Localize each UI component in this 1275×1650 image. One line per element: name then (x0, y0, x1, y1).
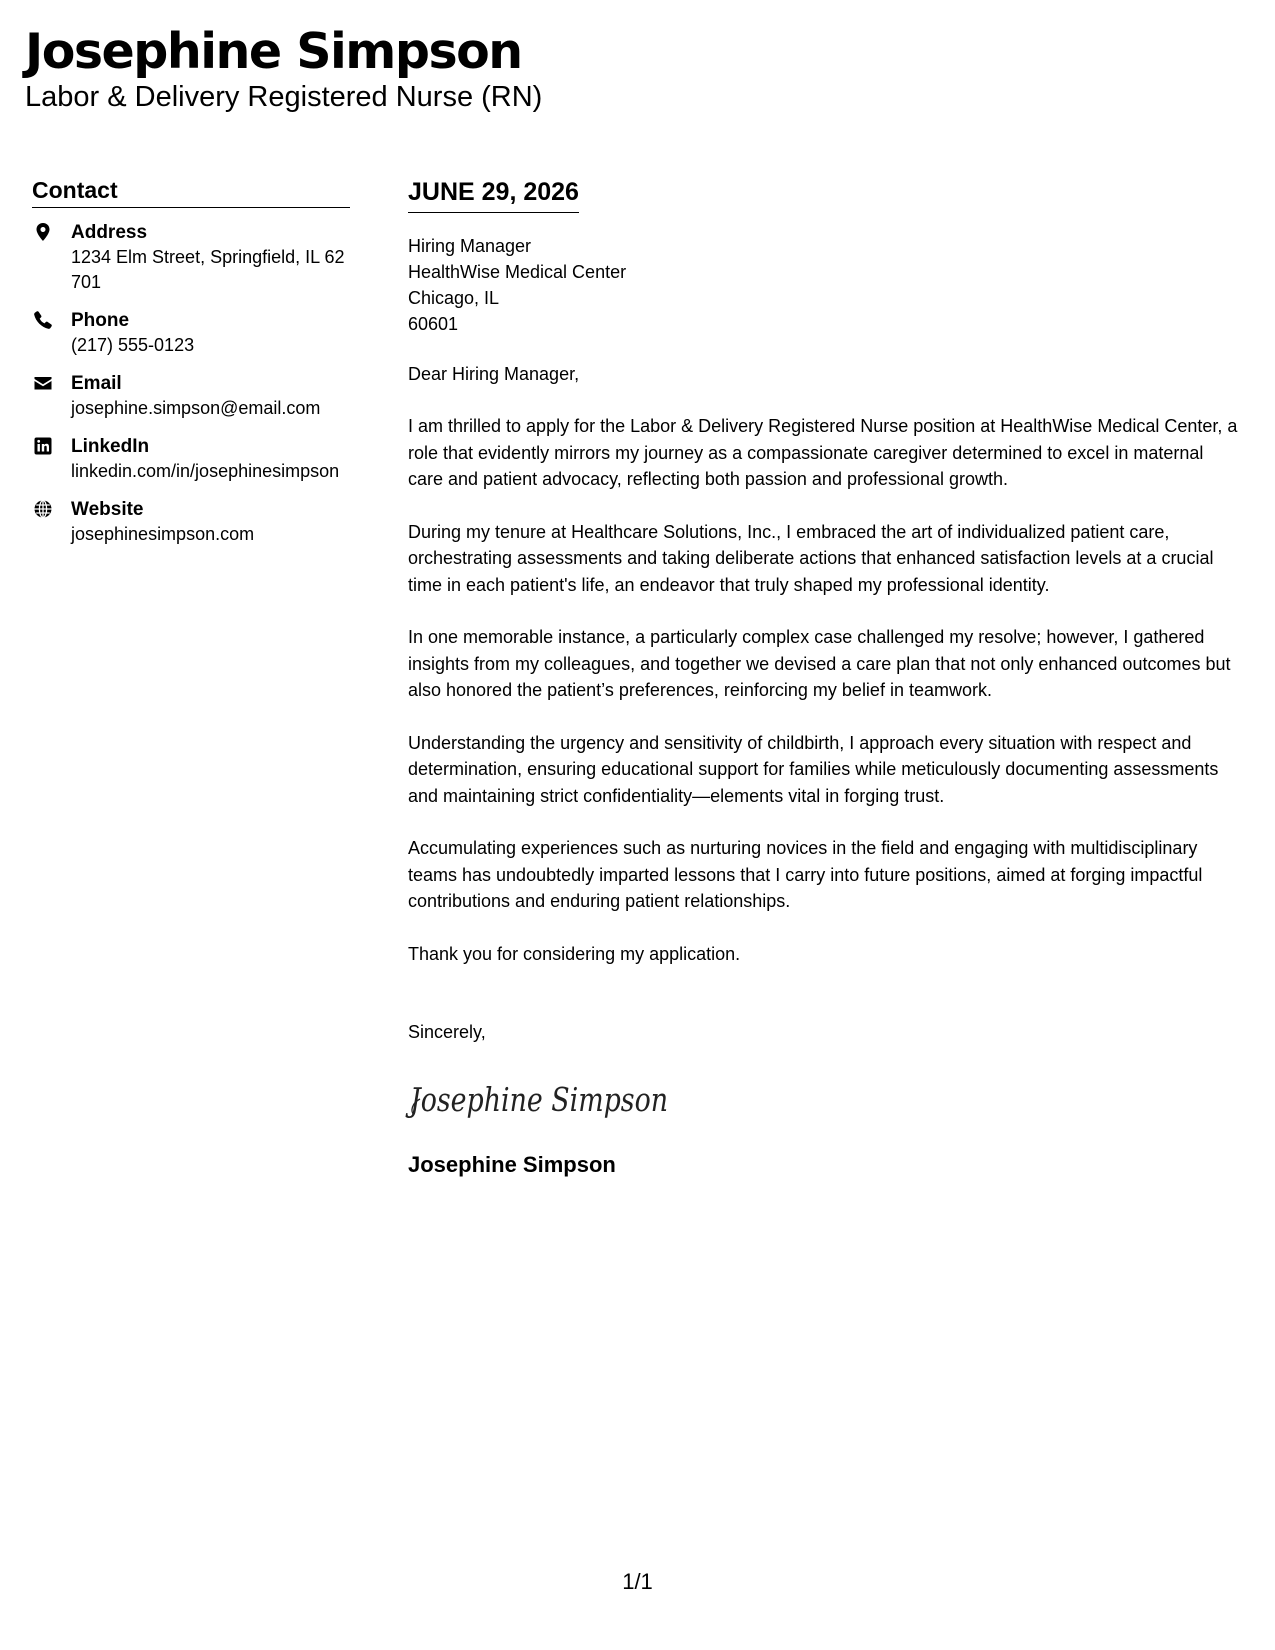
linkedin-icon (33, 436, 53, 456)
globe-icon (33, 499, 53, 519)
salutation: Dear Hiring Manager, (408, 364, 580, 384)
contact-label-website: Website (71, 499, 144, 520)
svg-text:Josephine Simpson: Josephine Simpson (405, 1080, 668, 1119)
location-pin-icon (33, 222, 53, 242)
contact-list (32, 220, 350, 547)
letter-paragraph: In one memorable instance, a particularly complex case challenged my resolve; however, I gathered insights from my colleagues, and together we devised a care plan that not only enhanced outcomes but also honored the patient’s preferences, reinforcing my belief in teamwork. (408, 627, 1231, 700)
envelope-icon (33, 373, 53, 393)
address-value: 1234 Elm Street, Springfield, IL 62701 (71, 247, 345, 292)
email-value: josephine.simpson@email.com (71, 398, 321, 418)
recipient-zip: 60601 (408, 314, 459, 334)
recipient-city: Chicago, IL (408, 288, 500, 308)
letter-paragraph: During my tenure at Healthcare Solutions, Inc., I embraced the art of individualized patient care, orchestrating assessments and taking deliberate actions that enhanced satisfaction levels at a crucial time in each patient's life, an endeavor that truly shaped my professional identity. (408, 521, 1214, 595)
phone-value: (217) 555-0123 (71, 335, 195, 355)
contact-email (32, 371, 350, 421)
contact-label-address: Address (71, 222, 148, 243)
website-value: josephinesimpson.com (71, 524, 255, 544)
phone-icon (33, 310, 53, 330)
handwritten-signature (405, 1073, 670, 1125)
contact-sidebar (32, 176, 350, 560)
letter-paragraph: Understanding the urgency and sensitivity of childbirth, I approach every situation with respect and determination, ensuring educational support for families while meticulously documenting assessments and maintaining strict confidentiality—elements vital in forging trust. (408, 732, 1219, 806)
page-number: 1/1 (622, 1569, 653, 1594)
letter-date: JUNE 29, 2026 (408, 176, 579, 213)
applicant-role: Labor & Delivery Registered Nurse (RN) (25, 81, 543, 113)
applicant-name: Josephine Simpson (25, 23, 522, 80)
contact-website (32, 497, 350, 547)
resume-header (25, 22, 542, 114)
closing: Sincerely, (408, 1022, 486, 1042)
contact-heading: Contact (32, 176, 350, 208)
contact-phone (32, 308, 350, 358)
recipient-title: Hiring Manager (408, 236, 532, 256)
letter-paragraph: I am thrilled to apply for the Labor & Delivery Registered Nurse position at HealthWise Medical Center, a role that evidently mirrors my journey as a compassionate caregiver determined to excel in maternal care and patient advocacy, reflecting both passion and professional growth. (408, 416, 1238, 489)
signed-name: Josephine Simpson (408, 1152, 616, 1177)
contact-label-phone: Phone (71, 310, 130, 331)
contact-label-email: Email (71, 373, 122, 394)
letter-paragraph: Thank you for considering my application. (408, 943, 741, 964)
contact-address (32, 220, 350, 295)
contact-linkedin (32, 434, 350, 484)
linkedin-value: linkedin.com/in/josephinesimpson (71, 461, 340, 481)
letter-paragraph: Accumulating experiences such as nurturing novices in the field and engaging with multidisciplinary teams has undoubtedly imparted lessons that I carry into future positions, aimed at forging impactful contributions and enduring patient relationships. (408, 838, 1203, 911)
recipient-company: HealthWise Medical Center (408, 262, 627, 282)
contact-label-linkedin: LinkedIn (71, 436, 150, 457)
cover-letter-body (405, 176, 1243, 1179)
recipient-block (408, 233, 1243, 337)
